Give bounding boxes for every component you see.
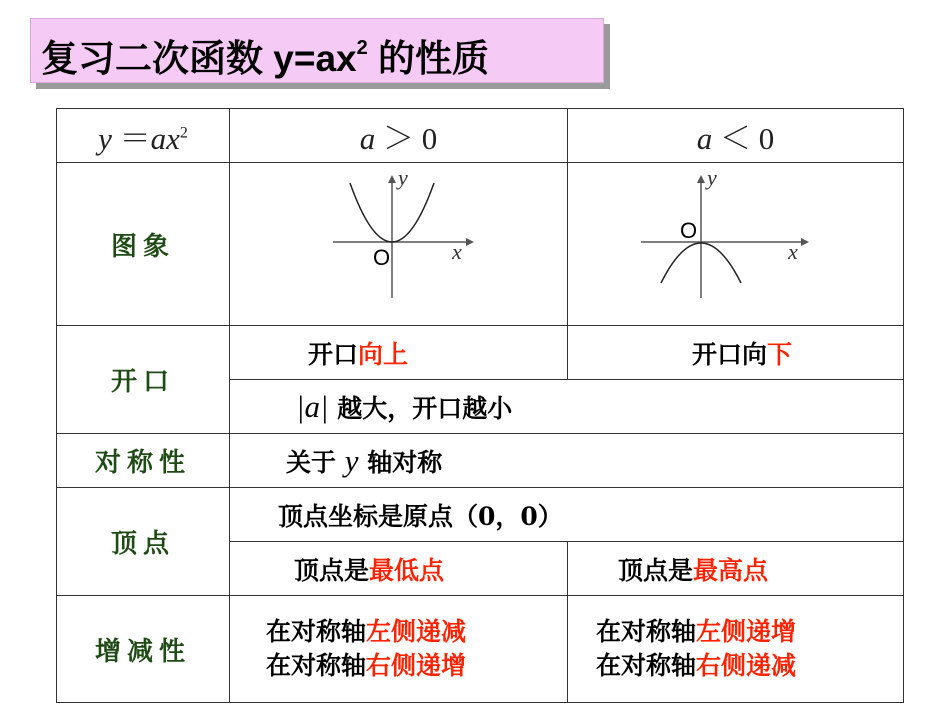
graph-label: 图象 — [57, 163, 230, 326]
monotonic-up-line-2: 在对称轴右侧递增 — [266, 651, 467, 680]
page-title: 复习二次函数 $y=ax^2$ 的性质 — [41, 36, 490, 79]
opening-up: 开口向上 — [230, 326, 568, 380]
vertex-highest: 顶点是最高点 — [568, 542, 904, 596]
header-a-negative: a ＜ 0 — [568, 109, 904, 163]
symmetry-text: 关于 y 轴对称 — [230, 434, 904, 488]
monotonic-down-line-1: 在对称轴左侧递增 — [596, 617, 797, 646]
monotonic-up — [230, 596, 568, 703]
origin-label: O — [373, 245, 391, 270]
monotonic-up-line-1: 在对称轴左侧递减 — [266, 617, 467, 646]
y-axis-arrow — [697, 175, 705, 183]
y-axis-arrow — [388, 175, 396, 183]
vertex-row-1 — [57, 488, 904, 542]
properties-table — [56, 108, 904, 703]
vertex-lowest: 顶点是最低点 — [230, 542, 568, 596]
y-axis-label: y — [398, 165, 408, 190]
opening-row-1 — [57, 326, 904, 380]
monotonic-row — [57, 596, 904, 703]
header-a-positive: a ＞ 0 — [230, 109, 568, 163]
y-axis-label: y — [707, 165, 717, 190]
header-function: $y =ax^2$ — [57, 109, 230, 163]
monotonic-label: 增减性 — [57, 596, 230, 703]
symmetry-label: 对称性 — [57, 434, 230, 488]
title-box — [30, 18, 604, 83]
x-axis-label: x — [788, 239, 798, 264]
parabola-up-graph — [230, 163, 567, 325]
monotonic-down — [568, 596, 904, 703]
graph-row — [57, 163, 904, 326]
header-row — [57, 109, 904, 163]
opening-shared: |a| 越大，开口越小 — [230, 380, 904, 434]
graph-down-cell — [568, 163, 904, 326]
x-axis-arrow — [466, 238, 474, 246]
origin-label: O — [680, 218, 698, 243]
opening-label: 开口 — [57, 326, 230, 434]
opening-down: 开口向下 — [568, 326, 904, 380]
parabola-down-graph — [568, 163, 903, 325]
vertex-label: 顶点 — [57, 488, 230, 596]
monotonic-down-line-2: 在对称轴右侧递减 — [596, 651, 797, 680]
vertex-shared: 顶点坐标是原点（0，0） — [230, 488, 904, 542]
x-axis-label: x — [452, 239, 462, 264]
x-axis-arrow — [801, 238, 809, 246]
graph-up-cell — [230, 163, 568, 326]
symmetry-row — [57, 434, 904, 488]
